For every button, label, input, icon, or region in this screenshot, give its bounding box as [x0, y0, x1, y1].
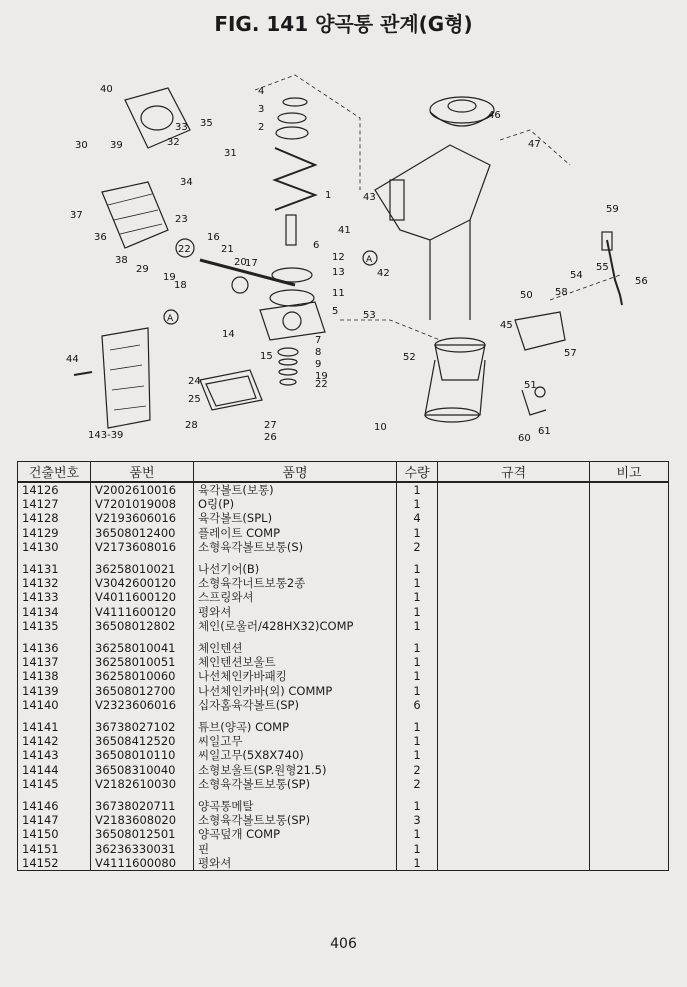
table-row [18, 576, 669, 590]
callout-22b: 22 [315, 379, 328, 390]
cell-remarks [590, 799, 669, 813]
cell-part-no: V4111600120 [91, 605, 194, 619]
callout-54: 54 [570, 270, 583, 281]
table-row [18, 684, 669, 698]
cell-qty: 1 [397, 605, 438, 619]
callout-7: 7 [315, 335, 322, 346]
cell-part-no: V2183608020 [91, 813, 194, 827]
cell-part-no: 36738027102 [91, 720, 194, 734]
callout-43: 43 [363, 192, 376, 203]
spacer-cell [194, 791, 397, 799]
cell-remarks [590, 655, 669, 669]
table-row [18, 590, 669, 604]
cell-spec [438, 734, 590, 748]
cell-number: 14137 [18, 655, 91, 669]
table-row [18, 720, 669, 734]
cell-number: 14126 [18, 482, 91, 497]
callout-44: 44 [66, 354, 79, 365]
callout-59: 59 [606, 204, 619, 215]
cell-qty: 1 [397, 655, 438, 669]
cell-remarks [590, 777, 669, 791]
callout-51: 51 [524, 380, 537, 391]
header-part-no: 품번 [91, 462, 194, 483]
cell-part-no: 36508012400 [91, 526, 194, 540]
cell-part-no: 36258010041 [91, 641, 194, 655]
cell-number: 14127 [18, 497, 91, 511]
cell-spec [438, 540, 590, 554]
cell-qty: 2 [397, 540, 438, 554]
table-row [18, 562, 669, 576]
cell-part-name: 체인텐션보울트 [194, 655, 397, 669]
cell-number: 14139 [18, 684, 91, 698]
page-title: FIG. 141 양곡통 관계(G형) [214, 12, 473, 36]
spacer-cell [18, 633, 91, 641]
cell-qty: 6 [397, 698, 438, 712]
table-header-row [18, 462, 669, 483]
cell-remarks [590, 684, 669, 698]
cell-qty: 1 [397, 669, 438, 683]
cell-number: 14132 [18, 576, 91, 590]
callout-34: 34 [180, 177, 193, 188]
cell-part-name: 플레이트 COMP [194, 526, 397, 540]
cell-remarks [590, 748, 669, 762]
cell-remarks [590, 734, 669, 748]
spacer-cell [91, 554, 194, 562]
cell-qty: 1 [397, 576, 438, 590]
cell-part-name: 체인텐션 [194, 641, 397, 655]
callout-53: 53 [363, 310, 376, 321]
cell-part-name: 평와셔 [194, 605, 397, 619]
cell-part-name: 핀 [194, 842, 397, 856]
callout-47: 47 [528, 139, 541, 150]
cell-remarks [590, 562, 669, 576]
group-spacer [18, 791, 669, 799]
cell-number: 14152 [18, 856, 91, 871]
cell-spec [438, 511, 590, 525]
group-spacer [18, 712, 669, 720]
table-row [18, 698, 669, 712]
cell-part-name: 육각볼트(SPL) [194, 511, 397, 525]
marker-a-right: A [366, 255, 373, 265]
callout-24: 24 [188, 376, 201, 387]
cell-number: 14142 [18, 734, 91, 748]
cell-part-no: 36508310040 [91, 763, 194, 777]
table-row [18, 540, 669, 554]
spacer-cell [590, 554, 669, 562]
cell-remarks [590, 497, 669, 511]
callout-41: 41 [338, 225, 351, 236]
cell-remarks [590, 576, 669, 590]
cell-qty: 1 [397, 562, 438, 576]
spacer-cell [194, 633, 397, 641]
cell-qty: 1 [397, 619, 438, 633]
cell-remarks [590, 763, 669, 777]
cell-part-name: 씨일고무 [194, 734, 397, 748]
spacer-cell [590, 633, 669, 641]
spacer-cell [590, 791, 669, 799]
cell-remarks [590, 842, 669, 856]
cell-spec [438, 562, 590, 576]
cell-part-no: V7201019008 [91, 497, 194, 511]
page-number: 406 [330, 936, 357, 952]
cell-spec [438, 655, 590, 669]
callout-8: 8 [315, 347, 322, 358]
cell-spec [438, 842, 590, 856]
callout-36: 36 [94, 232, 107, 243]
cell-part-name: 나선기어(B) [194, 562, 397, 576]
callout-4: 4 [258, 86, 265, 97]
worm-gear [270, 98, 315, 306]
cell-part-name: 평와셔 [194, 856, 397, 871]
cell-part-no: 36258010060 [91, 669, 194, 683]
spacer-cell [397, 554, 438, 562]
header-part-name: 품명 [194, 462, 397, 483]
cell-part-name: 양곡통메탈 [194, 799, 397, 813]
callout-1: 1 [325, 190, 332, 201]
cover-plate [125, 88, 190, 148]
cell-qty: 1 [397, 842, 438, 856]
cell-qty: 1 [397, 684, 438, 698]
cell-qty: 3 [397, 813, 438, 827]
spacer-cell [18, 791, 91, 799]
table-row [18, 799, 669, 813]
cell-part-no: V2193606016 [91, 511, 194, 525]
callout-38: 38 [115, 255, 128, 266]
spacer-cell [18, 554, 91, 562]
callout-23: 23 [175, 214, 188, 225]
cell-part-no: 36258010021 [91, 562, 194, 576]
cell-part-name: 소형육각너트보통2종 [194, 576, 397, 590]
parts-table [17, 461, 669, 871]
table-row [18, 842, 669, 856]
callout-28: 28 [185, 420, 198, 431]
spacer-cell [194, 712, 397, 720]
cell-spec [438, 720, 590, 734]
spacer-cell [91, 791, 194, 799]
callout-6: 6 [313, 240, 320, 251]
cell-number: 14134 [18, 605, 91, 619]
cell-qty: 1 [397, 590, 438, 604]
callout-19: 19 [163, 272, 176, 283]
table-row [18, 526, 669, 540]
cell-part-name: 소형육각볼트보통(SP) [194, 813, 397, 827]
cell-number: 14128 [18, 511, 91, 525]
cell-number: 14147 [18, 813, 91, 827]
callout-22: 22 [178, 244, 191, 255]
cell-remarks [590, 827, 669, 841]
cell-part-name: 소형육각볼트보통(S) [194, 540, 397, 554]
table-row [18, 856, 669, 871]
callout-40: 40 [100, 84, 113, 95]
cell-spec [438, 482, 590, 497]
callout-11: 11 [332, 288, 345, 299]
callout-33: 33 [175, 122, 188, 133]
cell-part-no: V2182610030 [91, 777, 194, 791]
callout-20: 20 [234, 257, 247, 268]
cell-spec [438, 777, 590, 791]
cell-remarks [590, 669, 669, 683]
exploded-parts-diagram [30, 70, 670, 450]
cell-part-name: 나선체인카바(외) COMMP [194, 684, 397, 698]
callout-30: 30 [75, 140, 88, 151]
callout-16: 16 [207, 232, 220, 243]
cell-part-no: V2323606016 [91, 698, 194, 712]
cell-part-no: 36508412520 [91, 734, 194, 748]
cell-spec [438, 526, 590, 540]
callout-56: 56 [635, 276, 648, 287]
cell-part-no: 36508010110 [91, 748, 194, 762]
callout-12: 12 [332, 252, 345, 263]
cell-part-name: 소형보울트(SP.원형21.5) [194, 763, 397, 777]
cell-part-name: O링(P) [194, 497, 397, 511]
spacer-cell [194, 554, 397, 562]
cell-number: 14144 [18, 763, 91, 777]
cell-part-no: V2002610016 [91, 482, 194, 497]
callout-57: 57 [564, 348, 577, 359]
spacer-cell [438, 712, 590, 720]
cell-part-name: 스프링와셔 [194, 590, 397, 604]
table-body [18, 482, 669, 871]
header-number: 건출번호 [18, 462, 91, 483]
table-row [18, 669, 669, 683]
cell-number: 14131 [18, 562, 91, 576]
callout-42: 42 [377, 268, 390, 279]
cell-number: 14130 [18, 540, 91, 554]
cell-qty: 1 [397, 748, 438, 762]
cell-part-no: 36236330031 [91, 842, 194, 856]
callout-15: 15 [260, 351, 273, 362]
cell-remarks [590, 482, 669, 497]
cell-remarks [590, 590, 669, 604]
callout-39: 39 [110, 140, 123, 151]
cell-number: 14143 [18, 748, 91, 762]
callout-61: 61 [538, 426, 551, 437]
cell-number: 14141 [18, 720, 91, 734]
cell-part-no: V4111600080 [91, 856, 194, 871]
callout-45: 45 [500, 320, 513, 331]
cell-part-name: 체인(로울러/428HX32)COMP [194, 619, 397, 633]
mount-bracket [515, 312, 565, 350]
cell-number: 14138 [18, 669, 91, 683]
cell-qty: 1 [397, 482, 438, 497]
callout-29: 29 [136, 264, 149, 275]
table-row [18, 827, 669, 841]
cell-spec [438, 698, 590, 712]
callout-25: 25 [188, 394, 201, 405]
callout-50: 50 [520, 290, 533, 301]
callout-60: 60 [518, 433, 531, 444]
cell-spec [438, 763, 590, 777]
cell-qty: 1 [397, 641, 438, 655]
group-spacer [18, 554, 669, 562]
cell-number: 14140 [18, 698, 91, 712]
cell-spec [438, 576, 590, 590]
cell-part-name: 나선체인카바패킹 [194, 669, 397, 683]
cell-number: 14150 [18, 827, 91, 841]
cell-number: 14136 [18, 641, 91, 655]
callout-46: 46 [488, 110, 501, 121]
cell-number: 14151 [18, 842, 91, 856]
spacer-cell [397, 791, 438, 799]
spacer-cell [18, 712, 91, 720]
cell-part-no: V4011600120 [91, 590, 194, 604]
cell-qty: 1 [397, 720, 438, 734]
table-row [18, 482, 669, 497]
callout-31: 31 [224, 148, 237, 159]
cell-remarks [590, 526, 669, 540]
cell-number: 14129 [18, 526, 91, 540]
group-spacer [18, 633, 669, 641]
cell-part-no: 36508012700 [91, 684, 194, 698]
cell-qty: 1 [397, 497, 438, 511]
cell-part-name: 십자홈육각볼트(SP) [194, 698, 397, 712]
table-row [18, 763, 669, 777]
table-row [18, 641, 669, 655]
cell-qty: 4 [397, 511, 438, 525]
cell-spec [438, 497, 590, 511]
callout-58: 58 [555, 287, 568, 298]
callout-13: 13 [332, 267, 345, 278]
cell-qty: 1 [397, 799, 438, 813]
callout-37: 37 [70, 210, 83, 221]
table-row [18, 497, 669, 511]
cell-spec [438, 684, 590, 698]
cell-part-name: 소형육각볼트보통(SP) [194, 777, 397, 791]
table-row [18, 605, 669, 619]
cell-qty: 1 [397, 734, 438, 748]
callout-19b: 19 [315, 371, 328, 382]
cell-remarks [590, 856, 669, 871]
table-row [18, 813, 669, 827]
cell-number: 14135 [18, 619, 91, 633]
callout-21: 21 [221, 244, 234, 255]
cell-part-no: 36738020711 [91, 799, 194, 813]
cell-part-name: 튜브(양곡) COMP [194, 720, 397, 734]
cell-part-no: 36508012501 [91, 827, 194, 841]
cell-qty: 1 [397, 526, 438, 540]
callout-5: 5 [332, 306, 339, 317]
cell-part-no: V2173608016 [91, 540, 194, 554]
cell-part-name: 육각볼트(보통) [194, 482, 397, 497]
cell-qty: 1 [397, 856, 438, 871]
cell-spec [438, 748, 590, 762]
cell-part-no: 36508012802 [91, 619, 194, 633]
callout-27: 27 [264, 420, 277, 431]
table-row [18, 655, 669, 669]
cell-spec [438, 590, 590, 604]
spacer-cell [438, 633, 590, 641]
spacer-cell [397, 712, 438, 720]
spacer-cell [590, 712, 669, 720]
cell-part-name: 양곡덮개 COMP [194, 827, 397, 841]
table-row [18, 734, 669, 748]
cell-remarks [590, 698, 669, 712]
callout-2: 2 [258, 122, 265, 133]
cell-remarks [590, 605, 669, 619]
table-row [18, 511, 669, 525]
spacer-cell [438, 554, 590, 562]
spacer-cell [438, 791, 590, 799]
cell-spec [438, 827, 590, 841]
cell-number: 14145 [18, 777, 91, 791]
chute-frame [375, 145, 490, 240]
cell-spec [438, 799, 590, 813]
callout-3: 3 [258, 104, 265, 115]
callout-10: 10 [374, 422, 387, 433]
cell-remarks [590, 619, 669, 633]
callout-17: 17 [245, 258, 258, 269]
callout-55: 55 [596, 262, 609, 273]
cell-part-name: 씨일고무(5X8X740) [194, 748, 397, 762]
rear-panel [102, 328, 150, 428]
spacer-cell [397, 633, 438, 641]
cell-spec [438, 669, 590, 683]
table-row [18, 619, 669, 633]
callout-group-label: 143-39 [88, 430, 124, 441]
callout-18: 18 [174, 280, 187, 291]
cell-part-no: 36258010051 [91, 655, 194, 669]
cell-spec [438, 619, 590, 633]
cell-remarks [590, 511, 669, 525]
header-remarks: 비고 [590, 462, 669, 483]
callout-32: 32 [167, 137, 180, 148]
cell-number: 14133 [18, 590, 91, 604]
table-row [18, 748, 669, 762]
cell-remarks [590, 641, 669, 655]
callout-52: 52 [403, 352, 416, 363]
cell-spec [438, 605, 590, 619]
cell-spec [438, 856, 590, 871]
callout-14: 14 [222, 329, 235, 340]
cell-spec [438, 641, 590, 655]
spacer-cell [91, 633, 194, 641]
cell-remarks [590, 813, 669, 827]
cell-remarks [590, 540, 669, 554]
cell-spec [438, 813, 590, 827]
marker-a-left: A [167, 314, 174, 324]
cell-part-no: V3042600120 [91, 576, 194, 590]
cell-qty: 1 [397, 827, 438, 841]
callout-26: 26 [264, 432, 277, 443]
callout-9: 9 [315, 359, 322, 370]
cell-number: 14146 [18, 799, 91, 813]
cell-qty: 2 [397, 777, 438, 791]
cell-qty: 2 [397, 763, 438, 777]
spacer-cell [91, 712, 194, 720]
cell-remarks [590, 720, 669, 734]
header-spec: 규격 [438, 462, 590, 483]
callout-35: 35 [200, 118, 213, 129]
header-qty: 수량 [397, 462, 438, 483]
table-row [18, 777, 669, 791]
